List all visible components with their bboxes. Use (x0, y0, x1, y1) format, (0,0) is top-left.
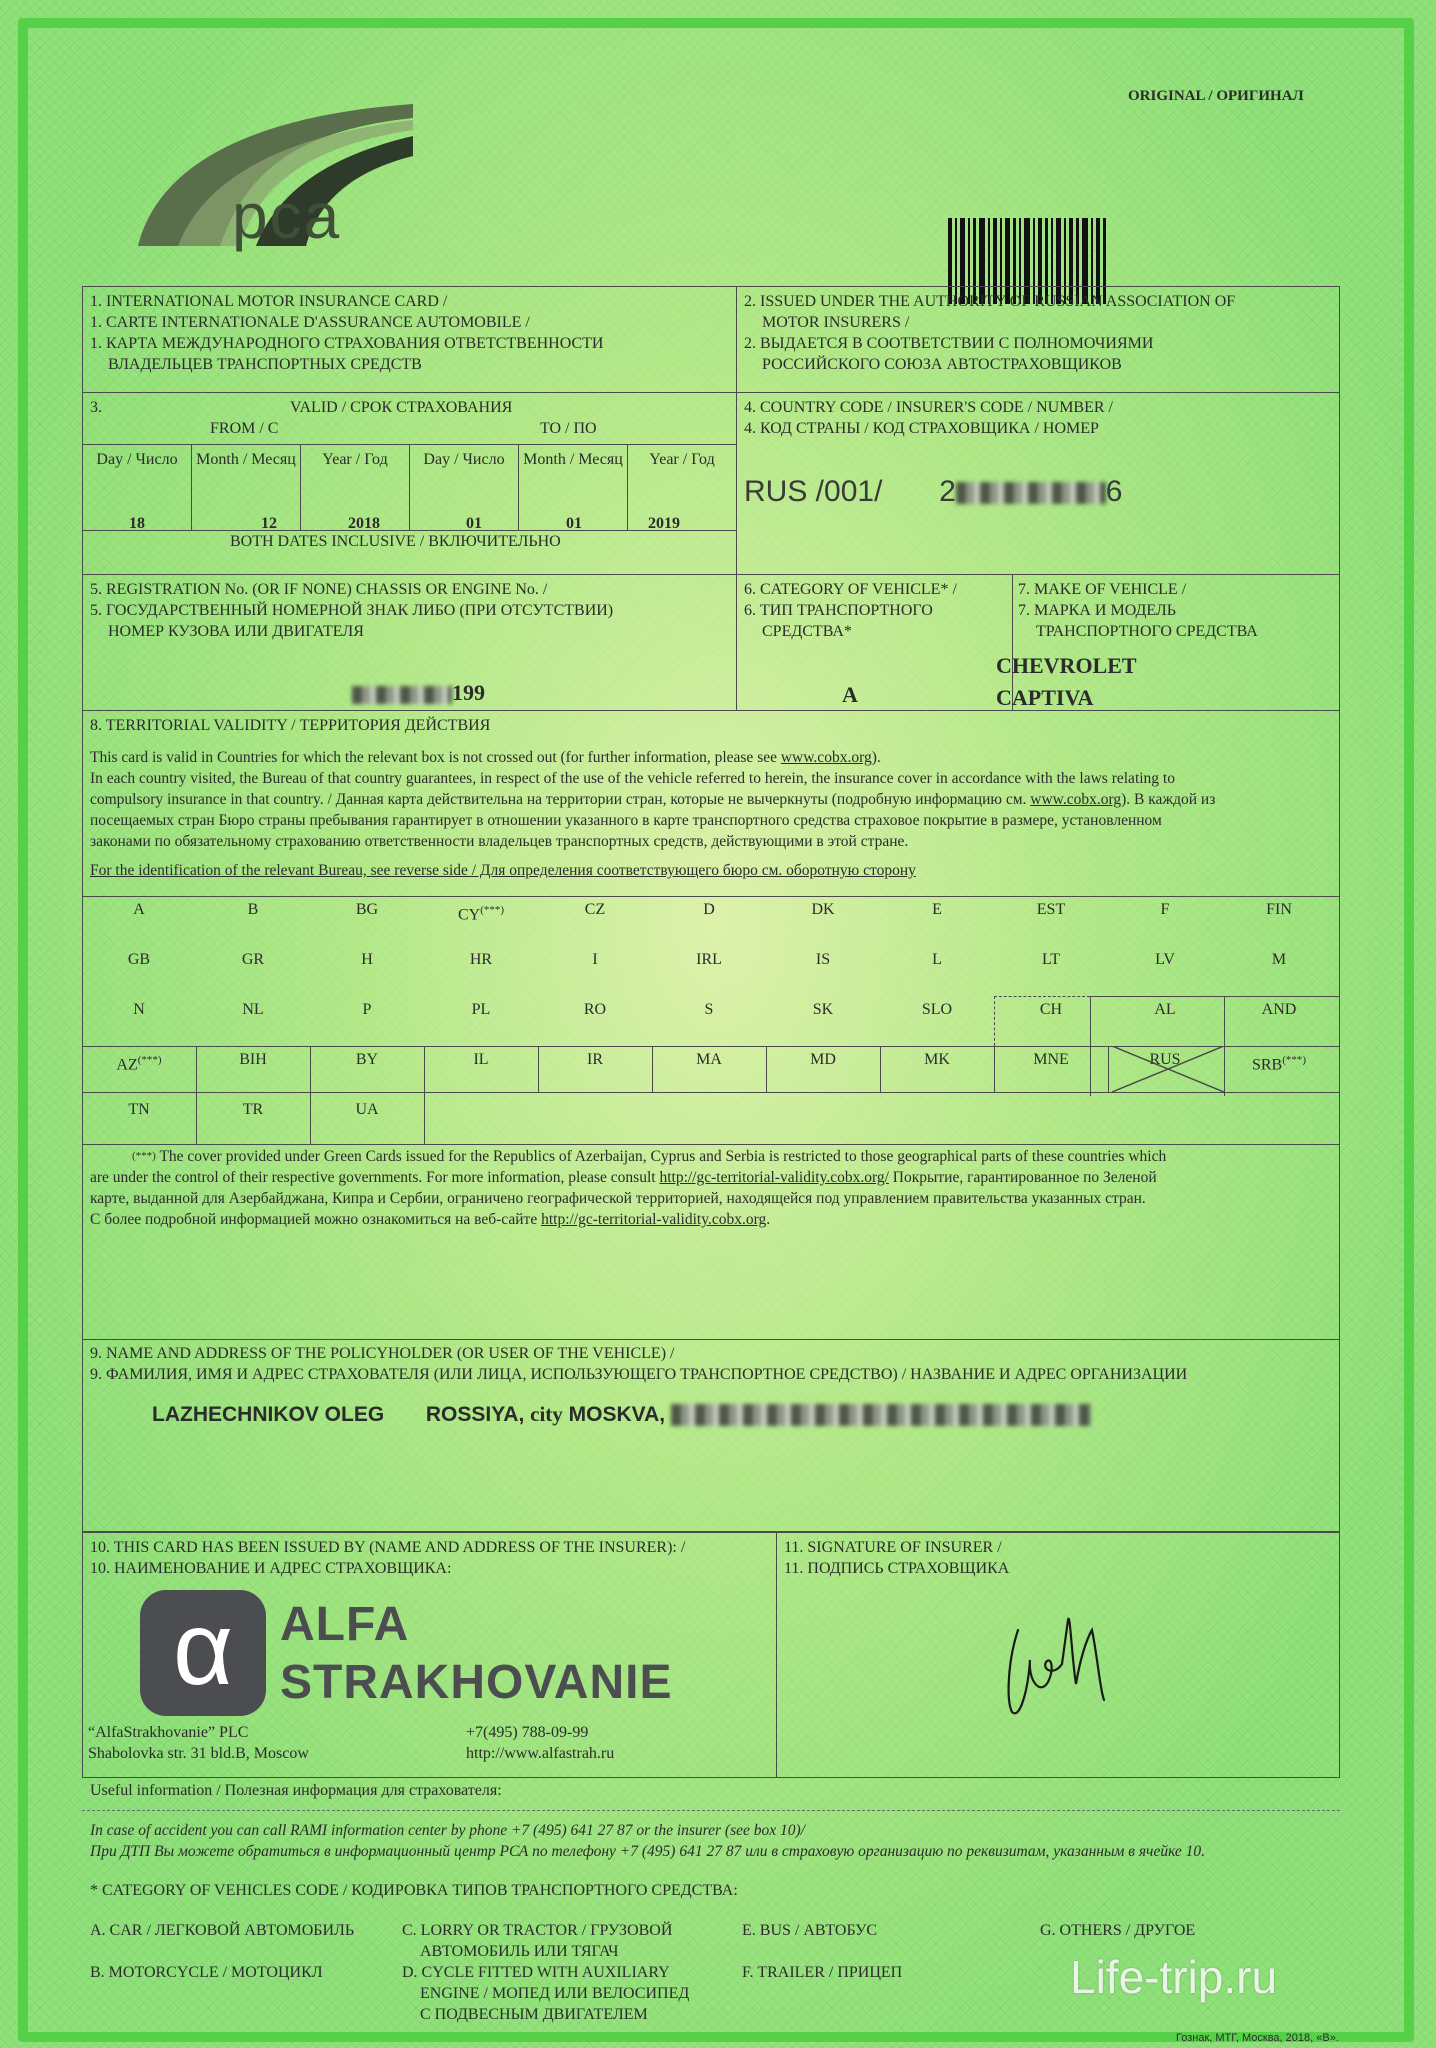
footnote-marker: (***) (480, 904, 505, 916)
country-box-bg: BG (355, 901, 379, 918)
divider (766, 1046, 767, 1092)
category-c: C. LORRY OR TRACTOR / ГРУЗОВОЙ АВТОМОБИЛЬ ИЛИ ТЯГАЧ (402, 1922, 673, 1960)
category-e: E. BUS / АВТОБУС (742, 1922, 878, 1939)
divider (82, 1092, 1340, 1093)
category-f: F. TRAILER / ПРИЦЕП (742, 1964, 903, 1981)
divider (82, 392, 1340, 393)
country-box-dk: DK (811, 901, 835, 918)
country-grid (82, 896, 1340, 1144)
country-box-mne: MNE (1033, 1051, 1069, 1068)
country-box-ma: MA (696, 1051, 722, 1068)
watermark: Life-trip.ru (1070, 1951, 1278, 2003)
to-day-value: 01 (466, 515, 482, 532)
country-box-a: A (133, 901, 145, 918)
alfa-logo-symbol-icon: α (172, 1591, 234, 1707)
country-box-bih: BIH (239, 1051, 267, 1068)
registration-number: 199 (352, 680, 485, 706)
country-box-i: I (592, 951, 598, 968)
divider (82, 574, 1340, 575)
divider (424, 1046, 425, 1144)
country-box-e: E (932, 901, 942, 918)
categories-title: * CATEGORY OF VEHICLES CODE / КОДИРОВКА ТИПОВ ТРАНСПОРТНОГО СРЕДСТВА: (90, 1882, 738, 1899)
from-year-header: Year / Год (322, 451, 388, 468)
divider (1224, 1046, 1225, 1092)
from-day-value: 18 (129, 515, 145, 532)
policyholder: LAZHECHNIKOV OLEG ROSSIYA, city MOSKVA, (152, 1402, 1091, 1427)
divider (736, 286, 737, 710)
box3-valid: VALID / СРОК СТРАХОВАНИЯ (290, 399, 513, 416)
country-box-h: H (361, 951, 373, 968)
box10-label: 10. THIS CARD HAS BEEN ISSUED BY (NAME AND ADDRESS OF THE INSURER): / 10. НАИМЕНОВАНИЕ И АДРЕС СТРАХОВЩИКА: (90, 1539, 686, 1577)
footnote-marker: (***) (1282, 1054, 1307, 1066)
to-day-header: Day / Число (423, 451, 505, 468)
rsa-logo-text: pca (232, 180, 342, 252)
divider (1108, 1046, 1109, 1092)
box4-label: 4. COUNTRY CODE / INSURER'S CODE / NUMBER / 4. КОД СТРАНЫ / КОД СТРАХОВЩИКА / НОМЕР (744, 399, 1113, 437)
country-box-d: D (703, 901, 715, 918)
divider (310, 1046, 311, 1144)
country-box-m: M (1271, 951, 1287, 968)
from-year-value: 2018 (348, 515, 380, 532)
box6-label: 6. CATEGORY OF VEHICLE* / 6. ТИП ТРАНСПОРТНОГО СРЕДСТВА* (744, 581, 957, 640)
country-box-by: BY (355, 1051, 379, 1068)
country-box-gr: GR (241, 951, 265, 968)
box3-from: FROM / С (210, 420, 279, 437)
country-box-p: P (362, 1001, 372, 1018)
divider (82, 1810, 1340, 1811)
country-box-lv: LV (1155, 951, 1175, 968)
divider (82, 1144, 1340, 1145)
country-box-cz: CZ (584, 901, 606, 918)
country-box-l: L (932, 951, 942, 968)
country-box-and: AND (1261, 1001, 1297, 1018)
divider (1090, 996, 1340, 997)
country-box-pl: PL (471, 1001, 491, 1018)
insurance-number: RUS /001/ 2 6 (744, 475, 1123, 508)
divider (994, 996, 1090, 1046)
country-box-az: AZ(***) (116, 1054, 162, 1074)
divider (82, 710, 1340, 711)
country-box-srb: SRB(***) (1251, 1054, 1307, 1074)
category-d: D. CYCLE FITTED WITH AUXILIARY ENGINE / МОПЕД ИЛИ ВЕЛОСИПЕД С ПОДВЕСНЫМ ДВИГАТЕЛЕМ (402, 1964, 690, 2023)
country-box-ua: UA (355, 1101, 379, 1118)
box2-label: 2. ISSUED UNDER THE AUTHORITY OF RUSSIAN ASSOCIATION OF MOTOR INSURERS / 2. ВЫДАЕТСЯ В СООТВЕТСТВИИ С ПОЛНОМОЧИЯМИ РОССИЙСКОГО СОЮЗА АВТОСТРАХОВЩИКОВ (744, 293, 1236, 373)
country-box-sk: SK (812, 1001, 834, 1018)
from-month-header: Month / Месяц (196, 451, 296, 468)
country-box-tr: TR (242, 1101, 264, 1118)
country-box-md: MD (810, 1051, 836, 1068)
country-box-cy: CY(***) (457, 904, 505, 924)
country-box-mk: MK (924, 1051, 950, 1068)
country-box-s: S (704, 1001, 714, 1018)
category-g: G. OTHERS / ДРУГОЕ (1040, 1922, 1196, 1939)
country-box-ch: CH (1039, 1001, 1063, 1018)
country-box-slo: SLO (921, 1001, 953, 1018)
country-box-tn: TN (128, 1101, 150, 1118)
country-box-ro: RO (583, 1001, 607, 1018)
country-box-fin: FIN (1266, 901, 1292, 918)
footnote-marker: (***) (137, 1054, 162, 1066)
divider (880, 1046, 881, 1092)
divider (82, 1339, 1340, 1340)
box3-number: 3. (90, 399, 102, 416)
divider (538, 1046, 539, 1092)
country-box-al: AL (1154, 1001, 1176, 1018)
vehicle-category: A (842, 682, 858, 707)
printer-note: Гознак, МТГ, Москва, 2018, «В». (1176, 2032, 1339, 2044)
country-box-est: EST (1036, 901, 1066, 918)
category-b: B. MOTORCYCLE / МОТОЦИКЛ (90, 1964, 323, 1981)
alfa-logo-mark (140, 1590, 266, 1716)
to-month-value: 01 (566, 515, 582, 532)
box11-label: 11. SIGNATURE OF INSURER / 11. ПОДПИСЬ СТРАХОВЩИКА (784, 1539, 1010, 1577)
box7-label: 7. MAKE OF VEHICLE / 7. МАРКА И МОДЕЛЬ ТРАНСПОРТНОГО СРЕДСТВА (1018, 581, 1258, 640)
country-box-irl: IRL (696, 951, 722, 968)
vehicle-make: CHEVROLET CAPTIVA (996, 653, 1137, 710)
to-year-value: 2019 (648, 515, 680, 532)
insurer-contacts: +7(495) 788-09-99 http://www.alfastrah.ru (466, 1724, 615, 1762)
country-box-il: IL (473, 1051, 489, 1068)
from-month-value: 12 (261, 515, 277, 532)
to-year-header: Year / Год (649, 451, 715, 468)
rsa-logo (128, 96, 418, 256)
divider (652, 1046, 653, 1092)
box1-label: 1. INTERNATIONAL MOTOR INSURANCE CARD / 1. CARTE INTERNATIONALE D'ASSURANCE AUTOMOBILE / 1. КАРТА МЕЖДУНАРОДНОГО СТРАХОВАНИЯ ОТВЕТСТВЕННОСТИ ВЛАДЕЛЬЦЕВ ТРАНСПОРТНЫХ СРЕДСТВ (90, 293, 604, 373)
category-a: A. CAR / ЛЕГКОВОЙ АВТОМОБИЛЬ (90, 1922, 355, 1939)
country-box-gb: GB (127, 951, 151, 968)
country-box-f: F (1160, 901, 1170, 918)
dates-inclusive: BOTH DATES INCLUSIVE / ВКЛЮЧИТЕЛЬНО (230, 533, 561, 550)
box8-text: This card is valid in Countries for which the relevant box is not crossed out (for further information, please see www.cobx.org). In each country visited, the Bureau of that country guarantees, in respect of the use of the vehicle referred to herein, the insurance cover in accordance with the laws relating to compulsory insurance in that country. / Данная карта действительна на территории стран, которые не вычеркнуты (подробную информацию см. www.cobx.org). В каждой из посещаемых стран Бюро страны пребывания гарантирует в отношении указанного в карте транспортного средства страховое покрытие в размере, установленном законами по обязательному страхованию ответственности владельцев транспортных средств, действующими в этой стране. For the identification of the relevant Bureau, see reverse side / Для определения соответствующего бюро см. оборотную сторону (90, 749, 1216, 879)
country-box-n: N (133, 1001, 145, 1018)
box8-title: 8. TERRITORIAL VALIDITY / ТЕРРИТОРИЯ ДЕЙСТВИЯ (90, 717, 491, 734)
signature-icon (988, 1600, 1148, 1730)
to-month-header: Month / Месяц (523, 451, 623, 468)
country-box-is: IS (815, 951, 831, 968)
country-box-lt: LT (1041, 951, 1061, 968)
box9-label: 9. NAME AND ADDRESS OF THE POLICYHOLDER (OR USER OF THE VEHICLE) / 9. ФАМИЛИЯ, ИМЯ И АДРЕС СТРАХОВАТЕЛЯ (ИЛИ ЛИЦА, ИСПОЛЬЗУЮЩЕГО ТРАНСПОРТНОЕ СРЕДСТВО) / НАЗВАНИЕ И АДРЕС ОРГАНИЗАЦИИ (90, 1345, 1188, 1383)
box5-label: 5. REGISTRATION No. (OR IF NONE) CHASSIS OR ENGINE No. / 5. ГОСУДАРСТВЕННЫЙ НОМЕРНОЙ ЗНАК ЛИБО (ПРИ ОТСУТСТВИИ) НОМЕР КУЗОВА ИЛИ ДВИГАТЕЛЯ (90, 581, 614, 640)
insurer-company: “AlfaStrakhovanie” PLC Shabolovka str. 31 bld.B, Moscow (88, 1724, 309, 1762)
country-box-b: B (247, 901, 259, 918)
divider (196, 1046, 197, 1144)
box3-to: TO / ПО (540, 420, 597, 437)
original-label: ORIGINAL / ОРИГИНАЛ (1128, 88, 1304, 104)
rus-crossed-out-icon (1112, 1046, 1224, 1092)
footnote-text: (***) The cover provided under Green Cards issued for the Republics of Azerbaijan, Cyprus and Serbia is restricted to those geographical parts of these countries which are under the control of their respective governments. For more information, please consult http://gc-territorial-validity.cobx.org/ Покрытие, гарантированное по Зеленой карте, выданной для Азербайджана, Кипра и Сербии, ограничено географической территорией, находящейся под управлением правительства указанных стран. С более подробной информацией можно ознакомиться на веб-сайте http://gc-territorial-validity.cobx.org. (90, 1148, 1167, 1228)
useful-title: Useful information / Полезная информация для страхователя: (90, 1782, 502, 1799)
from-day-header: Day / Число (96, 451, 178, 468)
alfa-logo-text: ALFA STRAKHOVANIE (280, 1598, 673, 1709)
country-box-nl: NL (242, 1001, 264, 1018)
divider (994, 1046, 995, 1092)
country-box-ir: IR (587, 1051, 603, 1068)
country-box-hr: HR (469, 951, 493, 968)
useful-text: In case of accident you can call RAMI information center by phone +7 (495) 641 27 87 or the insurer (see box 10)/ При ДТП Вы можете обратиться в информационный центр РСА по телефону +7 (495) 641 27 87 или в страховую организацию по реквизитам, указанным в ячейке 10. (90, 1822, 1206, 1860)
country-box-rus: RUS (1149, 1051, 1181, 1068)
